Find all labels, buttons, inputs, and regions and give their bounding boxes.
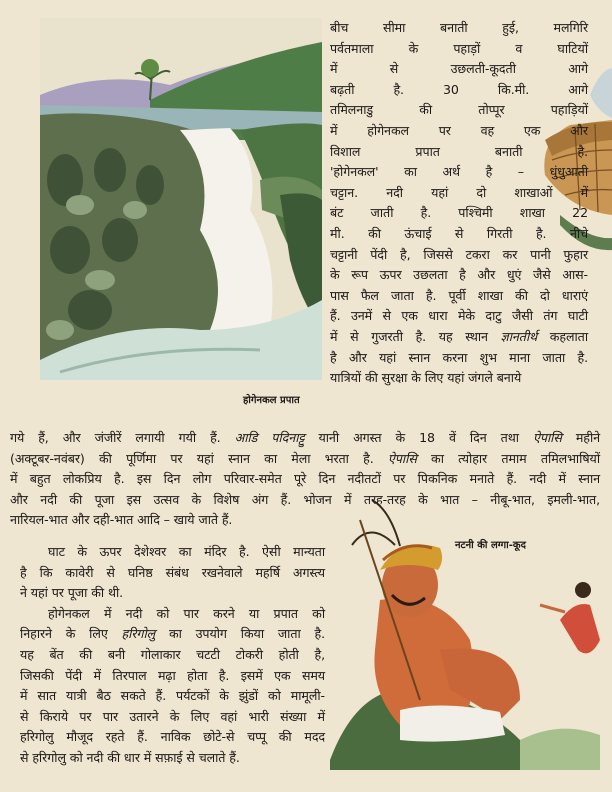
text-line: से किराये पर पार उतारने के लिए वहां भारी संख्या में [20,708,325,724]
text-line: हैं. उनमें से एक धारा मेके दाटु जैसी तंग घाटी [330,308,588,324]
text-line: ने यहां पर पूजा की थी. [20,585,124,601]
left-column-text [20,542,325,769]
waterfall-painting [40,18,322,380]
text-line: तमिलनाडु की तोप्पूर पहाड़ियों [330,102,588,118]
text-segment: निहारने के लिए [20,626,122,642]
text-segment: यानी अगस्त के 18 वें दिन तथा [304,430,533,445]
text-segment: गये हैं, और जंजीरें लगायी गयी हैं. [10,430,235,445]
text-line: यह बेंत की बनी गोलाकार चटटी टोकरी होती है, [20,646,325,662]
text-line [20,624,325,645]
text-line [10,449,600,470]
text-line: 'होगेनकल' का अर्थ है – धुंधुआती [330,164,588,180]
text-line: पास फैल जाता है. पूर्वी शाखा की दो धाराएं [330,287,588,303]
full-width-paragraph [10,428,600,531]
text-line: में सात यात्री बैठ सकते हैं. पर्यटकों के झुंडों को मामूली- [20,688,325,704]
text-line: है कि कावेरी से घनिष्ठ संबंध रखनेवाले महर्षि अगस्त्य [20,564,325,580]
text-line: मी. की ऊंचाई से गिरती है. नीचे [330,225,588,241]
emphasis-term: ऐपासि [387,450,417,466]
text-line: घाट के ऊपर देशेश्वर का मंदिर है. ऐसी मान्यता [48,544,325,559]
emphasis-term: हरिगोलु [121,626,156,642]
text-segment: कहलाता [537,328,588,344]
text-segment: में से गुजरती है. यह स्थान [330,328,501,344]
text-line: विशाल प्रपात बनाती है. [330,143,588,159]
text-line: में से उछलती-कूदती आगे [330,61,588,77]
text-line: है और यहां स्नान करना शुभ माना जाता है. [330,349,588,365]
text-segment: का उपयोग किया जाता है. [155,626,325,642]
text-line [10,428,600,449]
text-line: नारियल-भात और दही-भात आदि – खाये जाते हैं. [10,512,233,528]
text-line: चट्टानी पेंदी है, जिससे टकरा कर पानी फुहार [330,246,588,262]
falls-caption: होगेनकल प्रपात [243,395,300,406]
text-line: में बहुत लोकप्रिय है. इस दिन लोग परिवार-समेत पूरे दिन नदीतटों पर पिकनिक मनाते हैं. नदी में स्नान [10,471,600,487]
text-segment: (अक्टूबर-नवंबर) की पूर्णिमा पर यहां स्नान का मेला भरता है. [10,450,388,466]
text-line: होगेनकल में नदी को पार करने या प्रपात को [48,605,325,621]
emphasis-term: आडि पदिनाट्टु [234,430,305,445]
text-segment: का त्योहार तमाम तमिलभाषियों [416,450,600,466]
text-line: चट्टान. नदी यहां दो शाखाओं में [330,184,588,200]
emphasis-term: ऐपासि [532,430,562,445]
text-line: बंट जाती है. पश्चिमी शाखा 22 [330,205,588,221]
text-line [330,327,588,348]
text-line: पर्वतमाला के पहाड़ों व घाटियों [330,40,588,56]
text-line: से हरिगोलु को नदी की धार में सफ़ाई से चलाते हैं. [20,749,240,765]
text-line: हरिगोलु मौजूद रहते हैं. नाविक छोटे-से चप्पू की मदद [20,729,325,745]
emphasis-term: ज्ञानतीर्थ [500,328,538,344]
right-column-text [330,18,588,389]
acrobat-caption: नटनी की लग्गा-कूद [455,540,526,551]
text-line: और नदी की पूजा इस उत्सव के विशेष अंग हैं. भोजन में तरह-तरह के भात – नीबू-भात, इमली-भात, [10,491,600,507]
text-line: के रूप ऊपर उछलता है और धुएं जैसे आस- [330,267,588,283]
text-line: बीच सीमा बनाती हुई, मलगिरि [330,20,588,35]
text-line: जिसकी पेंदी में तिरपाल मढ़ा होता है. इसमें एक समय [20,667,325,683]
text-line: यात्रियों की सुरक्षा के लिए यहां जंगले बनाये [330,370,522,386]
text-line: में होगेनकल पर वह एक और [330,122,588,138]
text-segment: महीने [561,430,601,445]
text-line: बढ़ती है. 30 कि.मी. आगे [330,81,588,97]
